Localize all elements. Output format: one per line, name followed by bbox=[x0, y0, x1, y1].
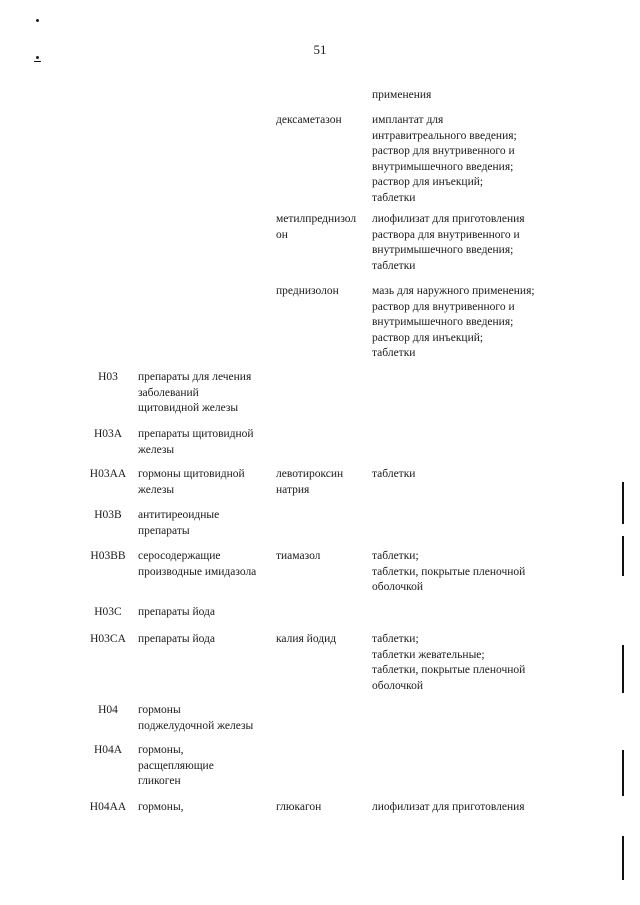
group-name: гормоны, расщепляющие гликоген bbox=[138, 744, 214, 787]
dosage-forms: таблетки bbox=[372, 468, 416, 480]
atc-code: H03BB bbox=[90, 550, 126, 562]
group-name: серосодержащие производные имидазола bbox=[138, 550, 257, 578]
dosage-forms: лиофилизат для приготовления bbox=[372, 801, 525, 813]
dosage-forms: таблетки; таблетки жевательные; таблетки, покрытые пленочной оболочкой bbox=[372, 633, 526, 692]
dosage-forms: таблетки; таблетки, покрытые пленочной оболочкой bbox=[372, 550, 526, 593]
scan-dot-top bbox=[36, 19, 39, 22]
scan-dash bbox=[34, 61, 41, 62]
atc-code: H03B bbox=[94, 509, 122, 521]
dosage-forms: имплантат для интравитреального введения; раствор для внутривенного и внутримышечного введения; раствор для инъекций; таблетки bbox=[372, 114, 517, 204]
group-name: препараты для лечения заболеваний щитовидной железы bbox=[138, 371, 252, 414]
atc-code: H03A bbox=[93, 428, 123, 440]
atc-code: H03CA bbox=[90, 633, 126, 645]
page-number: 51 bbox=[313, 42, 327, 57]
group-name: препараты йода bbox=[138, 606, 215, 618]
scan-dot-mid bbox=[36, 56, 39, 59]
group-name: гормоны, bbox=[138, 801, 184, 813]
group-name: препараты щитовидной железы bbox=[138, 428, 254, 456]
scan-edge-mark bbox=[622, 482, 624, 524]
atc-code: H03 bbox=[98, 371, 118, 383]
drug-name: калия йодид bbox=[276, 633, 337, 645]
scan-edge-mark bbox=[622, 750, 624, 796]
group-name: антитиреоидные препараты bbox=[138, 509, 220, 537]
dosage-forms: применения bbox=[372, 89, 432, 101]
atc-code: H04 bbox=[98, 704, 118, 716]
drug-name: тиамазол bbox=[276, 550, 321, 562]
atc-code: H03C bbox=[94, 606, 122, 618]
atc-code: H03AA bbox=[89, 468, 127, 480]
drug-name: метилпреднизол он bbox=[276, 213, 357, 241]
group-name: гормоны поджелудочной железы bbox=[138, 704, 254, 732]
group-name: гормоны щитовидной железы bbox=[138, 468, 245, 496]
drug-name: глюкагон bbox=[276, 801, 322, 813]
drug-name: преднизолон bbox=[276, 285, 339, 297]
dosage-forms: мазь для наружного применения; раствор для внутривенного и внутримышечного введения; раствор для инъекций; таблетки bbox=[372, 285, 535, 359]
drug-name: левотироксин натрия bbox=[276, 468, 344, 496]
atc-code: H04A bbox=[93, 744, 123, 756]
drug-name: дексаметазон bbox=[276, 114, 342, 126]
group-name: препараты йода bbox=[138, 633, 215, 645]
atc-code: H04AA bbox=[89, 801, 127, 813]
scan-edge-mark bbox=[622, 836, 624, 880]
dosage-forms: лиофилизат для приготовления раствора для внутривенного и внутримышечного введения; таблетки bbox=[372, 213, 525, 272]
scan-edge-mark bbox=[622, 536, 624, 576]
scan-edge-mark bbox=[622, 645, 624, 693]
